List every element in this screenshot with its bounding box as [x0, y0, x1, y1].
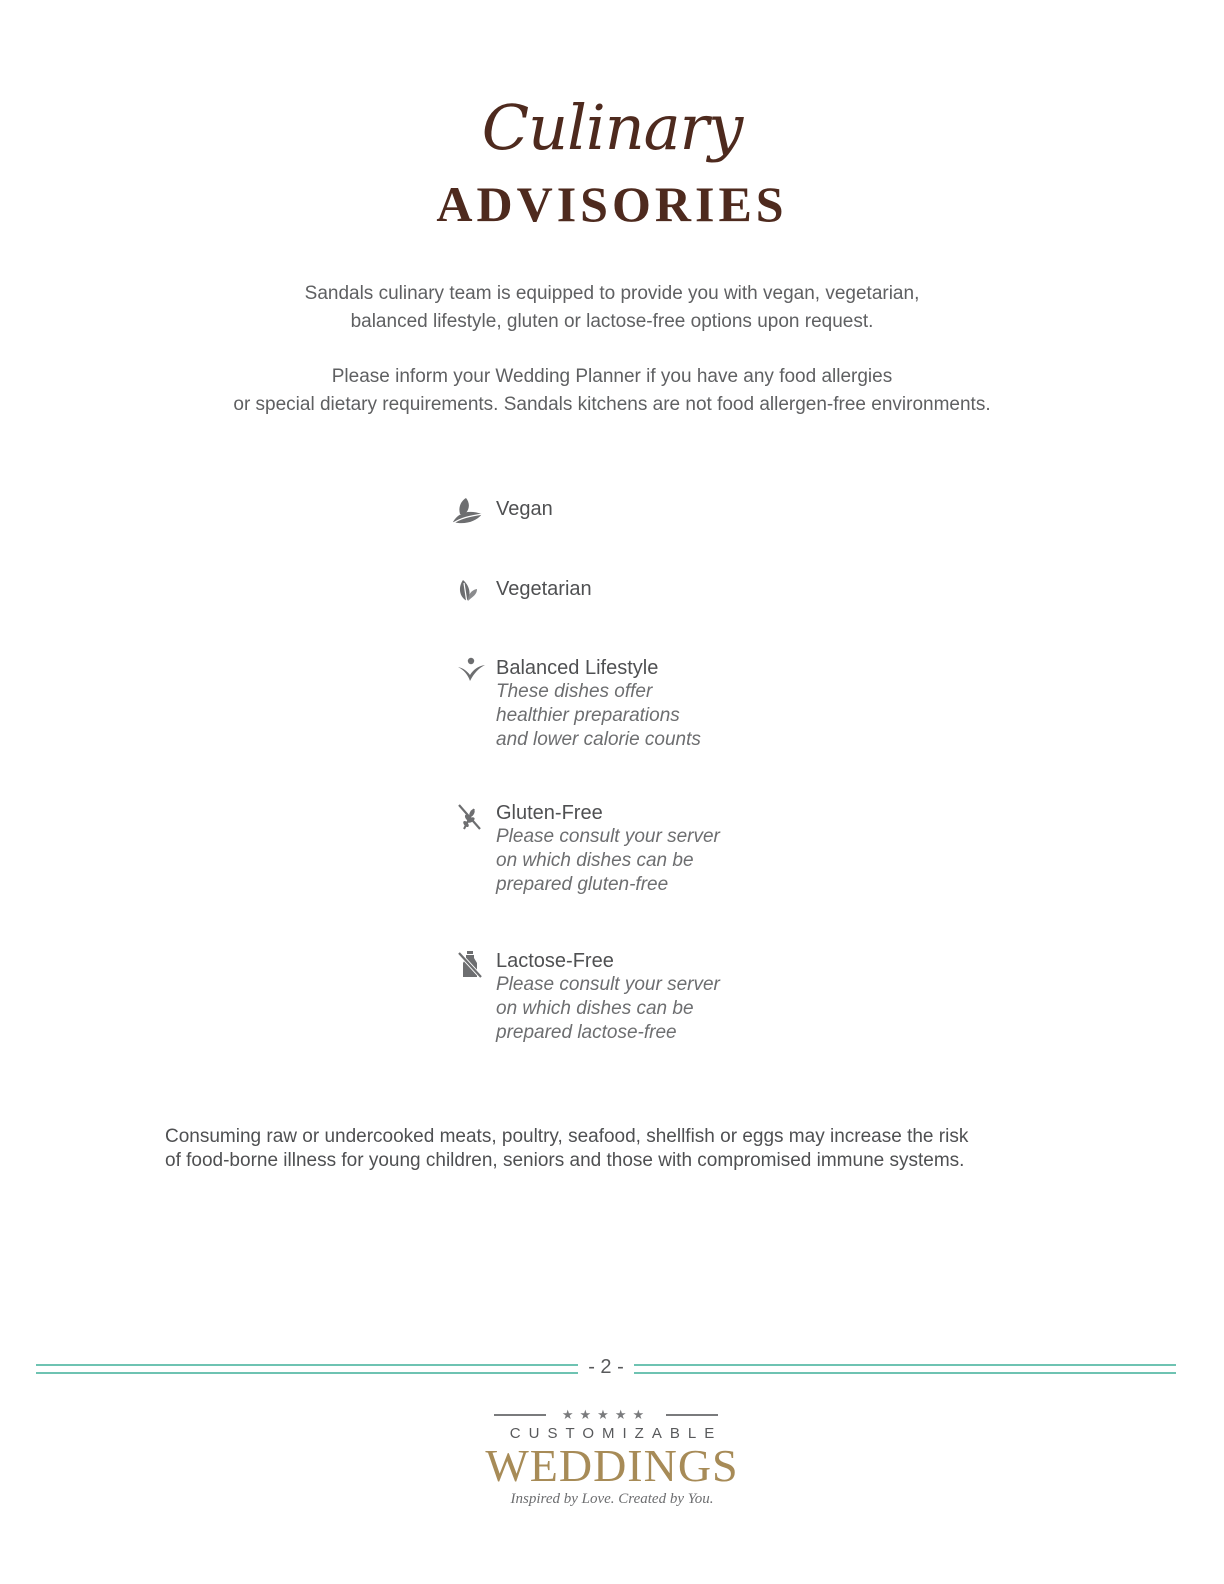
legend-description — [496, 680, 796, 752]
legend-label: Vegetarian — [496, 578, 592, 600]
legend-description-line: on which dishes can be — [496, 998, 694, 1019]
logo-customizable: CUSTOMIZABLE — [509, 1425, 723, 1442]
intro-line: or special dietary requirements. Sandals kitchens are not food allergen-free environments. — [233, 394, 991, 415]
footer-rule-left — [36, 1364, 578, 1374]
intro-paragraph-2 — [112, 363, 1112, 419]
balanced-lifestyle-icon — [450, 656, 486, 686]
page-title-script: Culinary — [481, 91, 743, 164]
intro-line: Sandals culinary team is equipped to provide you with vegan, vegetarian, — [304, 283, 920, 304]
legend-description-line: prepared gluten-free — [496, 874, 669, 895]
page-number: - 2 - — [588, 1356, 624, 1378]
page-title: ADVISORIES — [436, 176, 788, 232]
logo-line-right — [666, 1414, 718, 1416]
legend-label: Balanced Lifestyle — [496, 657, 659, 679]
legend-label: Gluten-Free — [496, 802, 603, 824]
legend-label: Lactose-Free — [496, 950, 614, 972]
vegetarian-leaf-icon — [450, 577, 486, 607]
vegan-leaf-icon — [450, 497, 486, 527]
footer-rule-right — [634, 1364, 1176, 1374]
logo-weddings: WEDDINGS — [485, 1440, 739, 1491]
legend-description-line: on which dishes can be — [496, 850, 694, 871]
intro-paragraph-1 — [112, 280, 1112, 336]
intro-line: Please inform your Wedding Planner if you have any food allergies — [331, 366, 893, 387]
legend-label: Vegan — [496, 498, 553, 520]
legend-description-line: These dishes offer — [496, 681, 653, 702]
logo-tagline: Inspired by Love. Created by You. — [510, 1491, 714, 1507]
lactose-free-icon — [450, 949, 486, 979]
legend-description-line: Please consult your server — [496, 826, 720, 847]
legend-description-line: healthier preparations — [496, 705, 680, 726]
disclaimer-line: Consuming raw or undercooked meats, poultry, seafood, shellfish or eggs may increase the risk — [165, 1126, 969, 1147]
logo-stars-row — [494, 1406, 718, 1424]
legend-description-line: Please consult your server — [496, 974, 720, 995]
legend-description-line: prepared lactose-free — [496, 1022, 677, 1043]
disclaimer-line: of food-borne illness for young children, seniors and those with compromised immune systems. — [165, 1150, 965, 1171]
intro-line: balanced lifestyle, gluten or lactose-free options upon request. — [350, 311, 874, 332]
legend-description-line: and lower calorie counts — [496, 729, 701, 750]
food-safety-disclaimer — [165, 1125, 1085, 1173]
gluten-free-icon — [450, 801, 486, 831]
legend-description — [496, 825, 796, 897]
logo-line-left — [494, 1414, 546, 1416]
logo-stars: ★★★★★ — [561, 1407, 651, 1422]
legend-description — [496, 973, 796, 1045]
